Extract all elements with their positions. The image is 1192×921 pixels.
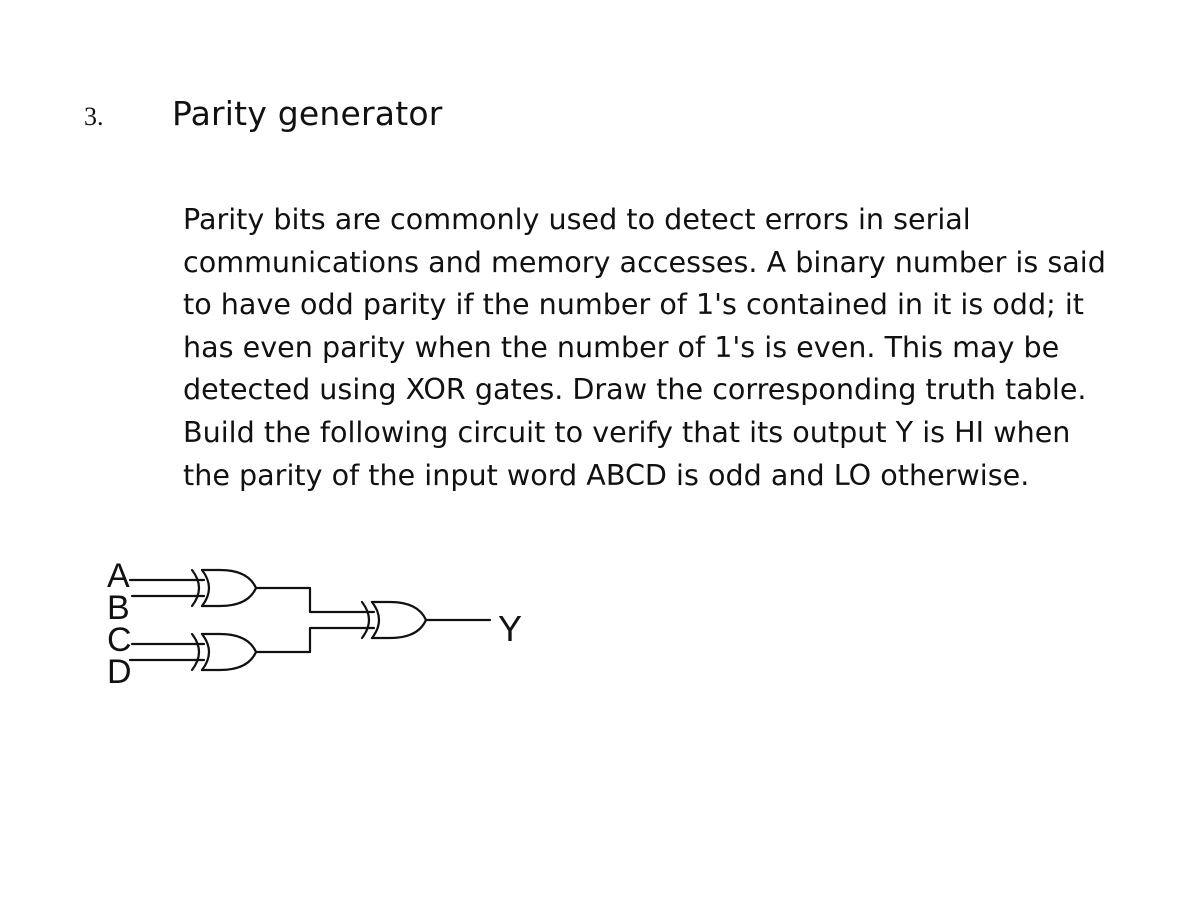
body-line-7: the parity of the input word ABCD is odd and LO otherwise.: [183, 457, 1030, 492]
xor-gate-2: [192, 634, 256, 670]
input-label-b: B: [107, 589, 130, 627]
section-title: Parity generator: [172, 94, 443, 133]
body-line-3: to have odd parity if the number of 1's contained in it is odd; it: [183, 287, 1084, 322]
input-label-c: C: [107, 621, 132, 659]
body-line-6: Build the following circuit to verify that its output Y is HI when: [183, 414, 1071, 449]
wire-gate1-out: [256, 588, 374, 612]
xor-gate-3: [362, 602, 426, 638]
input-label-d: D: [107, 653, 132, 691]
body-paragraph: [183, 198, 1153, 496]
input-label-a: A: [107, 557, 130, 595]
section-number: 3.: [84, 102, 104, 131]
body-line-5: detected using XOR gates. Draw the corresponding truth table.: [183, 372, 1087, 407]
wire-gate2-out: [256, 628, 374, 652]
body-line-4: has even parity when the number of 1's is even. This may be: [183, 329, 1060, 364]
body-line-2: communications and memory accesses. A binary number is said: [183, 244, 1106, 279]
xor-gate-1: [192, 570, 256, 606]
body-line-1: Parity bits are commonly used to detect errors in serial: [183, 202, 971, 236]
output-label-y: Y: [498, 608, 523, 649]
